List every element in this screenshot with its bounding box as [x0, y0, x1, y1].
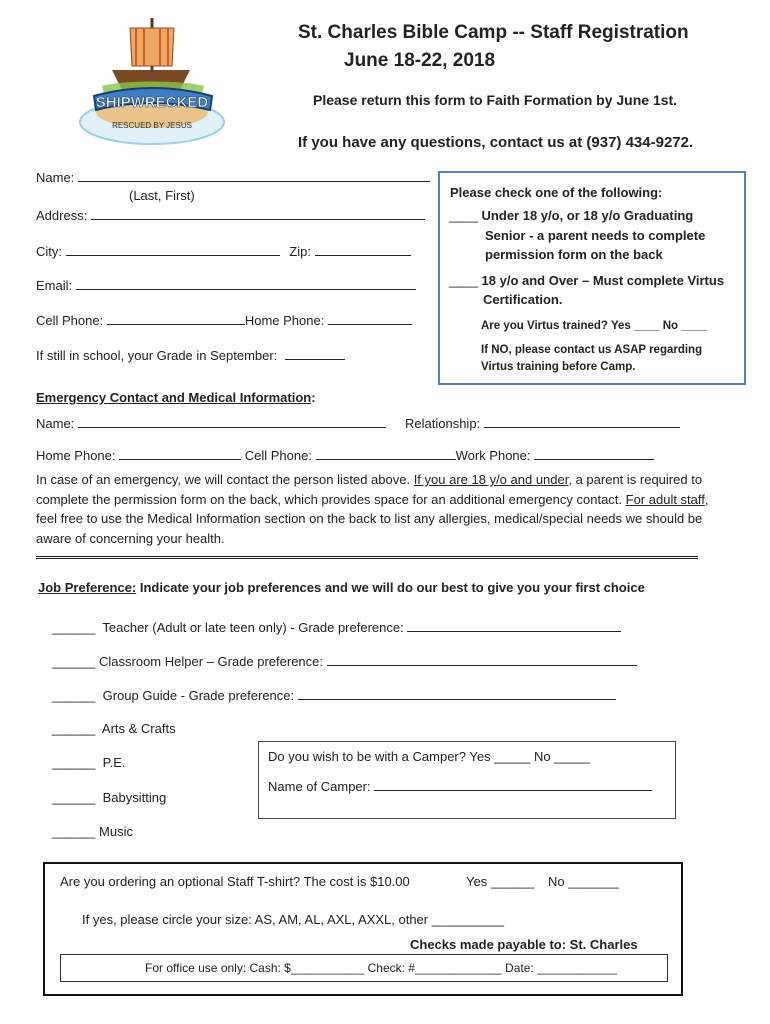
name-label: Name: — [36, 170, 75, 185]
panel-heading: Please check one of the following: — [450, 185, 663, 200]
job-pe-label: P.E. — [102, 755, 126, 770]
under-18-option[interactable] — [449, 208, 693, 223]
job-teacher-blank[interactable]: ______ — [52, 620, 96, 635]
job-heading: Job Preference: Indicate your job preferences and we will do our best to give you your first choice — [38, 580, 645, 595]
emergency-name-line[interactable] — [78, 414, 386, 428]
helper-grade-line[interactable] — [327, 652, 637, 666]
job-arts-label: Arts & Crafts — [101, 721, 176, 736]
cell-line[interactable] — [107, 311, 245, 325]
job-music[interactable] — [52, 824, 133, 839]
job-guide-blank[interactable]: ______ — [52, 688, 96, 703]
name-field[interactable] — [36, 168, 430, 185]
emergency-cell-line[interactable] — [316, 446, 456, 460]
form-title: St. Charles Bible Camp -- Staff Registration — [298, 22, 689, 43]
address-field[interactable] — [36, 206, 425, 223]
tshirt-yes[interactable]: Yes ______ — [466, 874, 535, 889]
job-guide-label: Group Guide - Grade preference: — [102, 688, 295, 703]
teacher-grade-line[interactable] — [407, 618, 621, 632]
logo-text: SHIPWRECKED — [95, 94, 209, 111]
zip-label: Zip: — [289, 244, 311, 259]
emergency-home-label: Home Phone: — [36, 448, 116, 463]
divider-2 — [36, 558, 698, 559]
office-use-line: For office use only: Cash: $___________ Check: #_____________ Date: ____________ — [145, 961, 618, 975]
home-label: Home Phone: — [244, 313, 325, 328]
under-18-blank[interactable]: ____ — [449, 208, 478, 223]
job-pe[interactable] — [52, 755, 126, 770]
return-note: Please return this form to Faith Formation by June 1st. — [313, 92, 678, 108]
job-helper-blank[interactable]: ______ — [52, 654, 96, 669]
job-guide[interactable] — [52, 686, 616, 703]
phone-fields[interactable] — [36, 311, 412, 328]
virtus-question[interactable]: Are you Virtus trained? Yes ____ No ____ — [481, 320, 707, 332]
under-18-text-3: permission form on the back — [485, 247, 663, 262]
camp-logo — [72, 10, 232, 150]
relationship-field[interactable] — [405, 414, 680, 431]
address-label: Address: — [36, 208, 88, 223]
city-line[interactable] — [66, 242, 280, 256]
email-field[interactable] — [36, 276, 416, 293]
job-teacher[interactable] — [52, 618, 621, 635]
emergency-cell-label: Cell Phone: — [244, 448, 312, 463]
job-music-label: Music — [99, 824, 133, 839]
tshirt-question: Are you ordering an optional Staff T-shirt? The cost is $10.00 — [60, 874, 410, 889]
job-babysitting-blank[interactable]: ______ — [52, 790, 96, 805]
relationship-line[interactable] — [484, 414, 680, 428]
under-18-text-2: Senior - a parent needs to complete — [485, 228, 706, 243]
cell-label: Cell Phone: — [36, 313, 104, 328]
guide-grade-line[interactable] — [298, 686, 616, 700]
virtus-no-note-2: Virtus training before Camp. — [481, 361, 636, 373]
city-field[interactable] — [36, 242, 411, 259]
emergency-home-line[interactable] — [119, 446, 241, 460]
grade-line[interactable] — [285, 346, 345, 360]
over-18-text: 18 y/o and Over – Must complete Virtus — [481, 273, 725, 288]
emergency-phone-fields[interactable] — [36, 446, 654, 463]
job-babysitting-label: Babysitting — [102, 790, 167, 805]
camper-question[interactable]: Do you wish to be with a Camper? Yes _____ No _____ — [268, 749, 591, 764]
divider — [36, 556, 698, 557]
tshirt-sizes[interactable]: If yes, please circle your size: AS, AM, AL, AXL, AXXL, other __________ — [82, 912, 505, 927]
emergency-paragraph: In case of an emergency, we will contact the person listed above. If you are 18 y/o and under, a parent is required to complete the permission form on the back, which provides space for an additional emergency contact. For adult staff, feel free to use the Medical Information section on the back to list any allergies, medical/special needs we should be aware of concerning your health. — [36, 472, 709, 546]
address-line[interactable] — [91, 206, 425, 220]
camper-name-field[interactable] — [268, 777, 652, 794]
over-18-blank[interactable]: ____ — [449, 273, 478, 288]
email-label: Email: — [36, 278, 73, 293]
under-18-text: Under 18 y/o, or 18 y/o Graduating — [481, 208, 694, 223]
camper-name-label: Name of Camper: — [268, 779, 371, 794]
grade-label: If still in school, your Grade in September: — [36, 348, 278, 363]
name-hint: (Last, First) — [129, 188, 195, 203]
virtus-no-note: If NO, please contact us ASAP regarding — [481, 344, 703, 356]
emergency-name-field[interactable] — [36, 414, 386, 431]
emergency-name-label: Name: — [36, 416, 75, 431]
job-teacher-label: Teacher (Adult or late teen only) - Grade preference: — [102, 620, 404, 635]
emergency-heading: Emergency Contact and Medical Information: — [36, 390, 316, 405]
over-18-option[interactable] — [449, 273, 724, 288]
job-arts[interactable] — [52, 721, 176, 736]
over-18-text-2: Certification. — [483, 292, 563, 307]
contact-note: If you have any questions, contact us at (937) 434-9272. — [298, 134, 694, 151]
job-music-blank[interactable]: ______ — [52, 824, 96, 839]
job-pe-blank[interactable]: ______ — [52, 755, 96, 770]
job-helper-label: Classroom Helper – Grade preference: — [99, 654, 324, 669]
email-line[interactable] — [76, 276, 416, 290]
name-line[interactable] — [78, 168, 430, 182]
grade-field[interactable] — [36, 346, 345, 363]
relationship-label: Relationship: — [405, 416, 481, 431]
home-line[interactable] — [328, 311, 412, 325]
zip-line[interactable] — [315, 242, 411, 256]
emergency-work-line[interactable] — [534, 446, 654, 460]
job-babysitting[interactable] — [52, 790, 166, 805]
city-label: City: — [36, 244, 62, 259]
logo-subtext: RESCUED BY JESUS — [112, 121, 192, 130]
form-dates: June 18-22, 2018 — [344, 50, 496, 71]
camper-name-line[interactable] — [374, 777, 652, 791]
job-arts-blank[interactable]: ______ — [52, 721, 96, 736]
emergency-work-label: Work Phone: — [455, 448, 531, 463]
tshirt-no[interactable]: No _______ — [548, 874, 619, 889]
payable-note: Checks made payable to: St. Charles — [410, 937, 638, 952]
job-helper[interactable] — [52, 652, 637, 669]
